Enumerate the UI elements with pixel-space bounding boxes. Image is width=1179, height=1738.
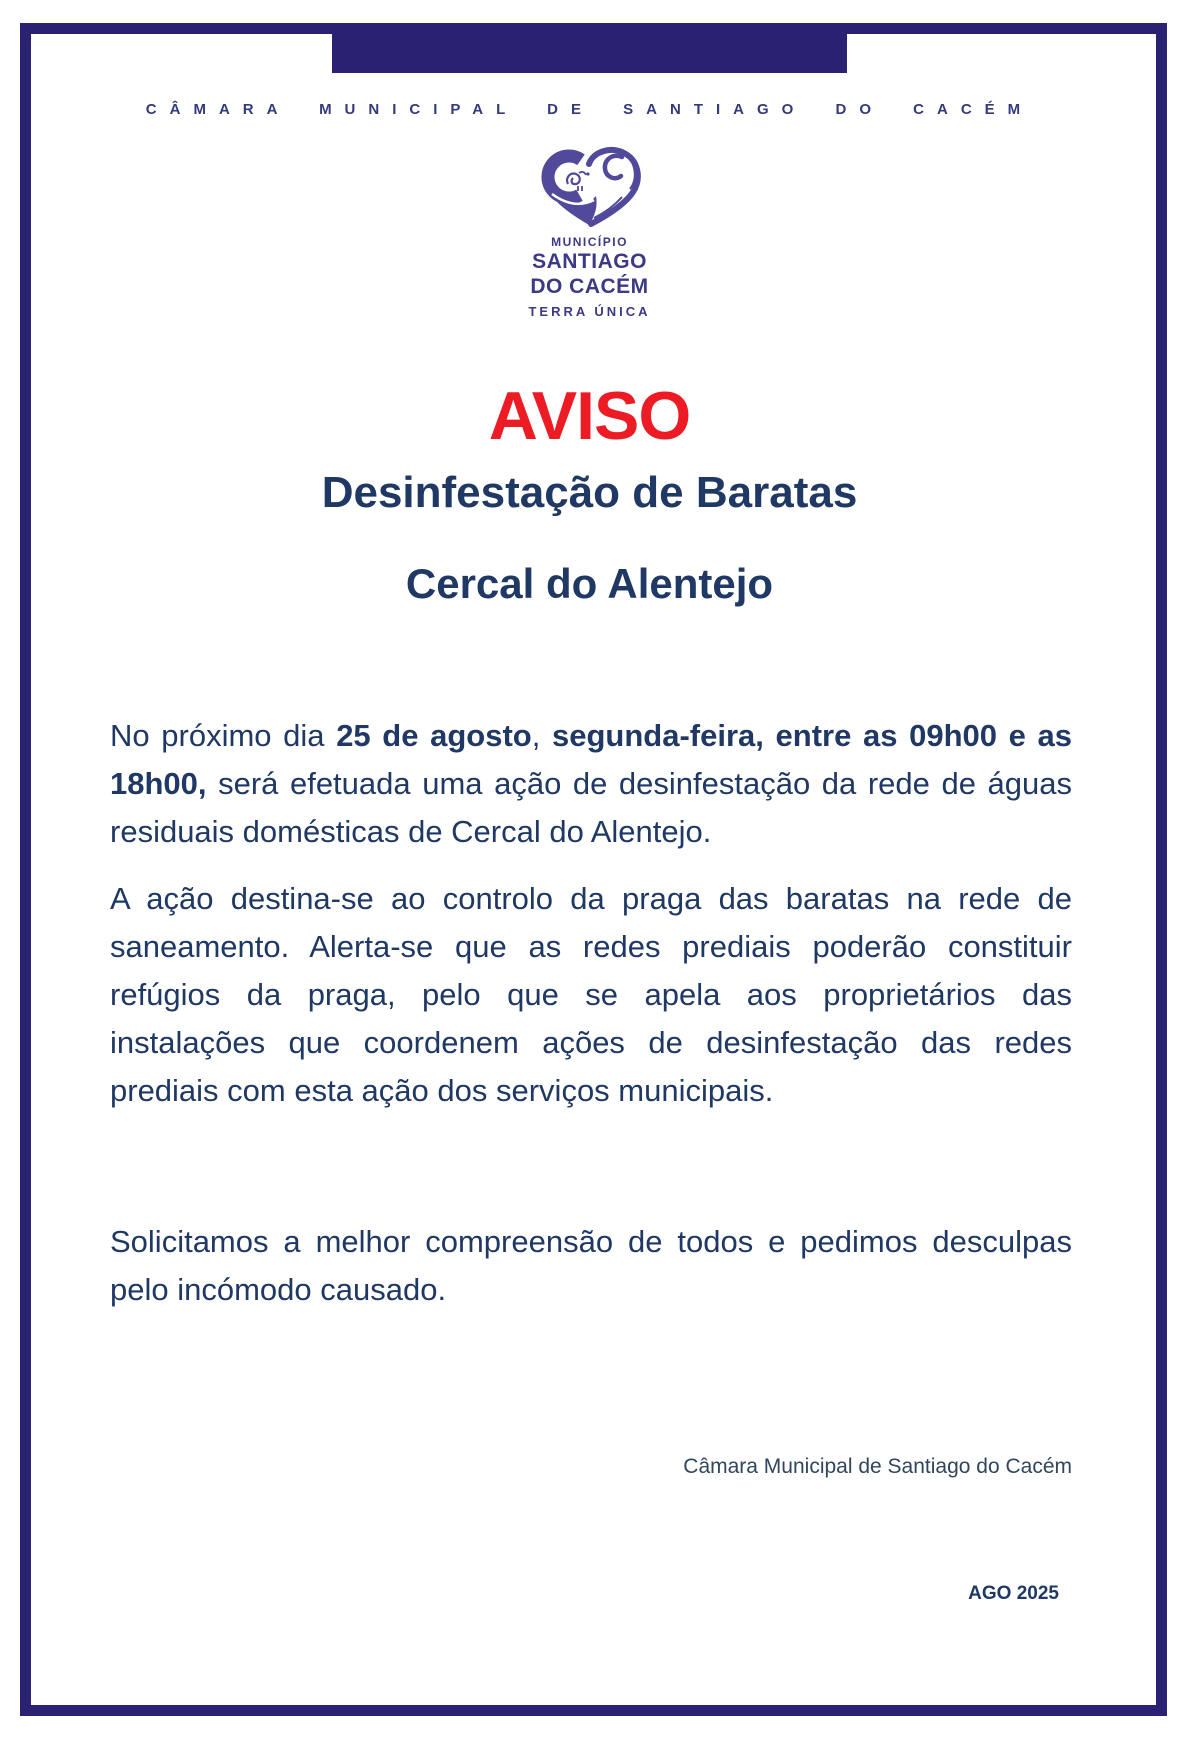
footer-date: AGO 2025 bbox=[968, 1583, 1059, 1604]
body-paragraph bbox=[110, 712, 1072, 856]
body-line: instalações que coordenem ações de desinfestação das redes bbox=[110, 1025, 1072, 1060]
signature-line: Câmara Municipal de Santiago do Cacém bbox=[683, 1455, 1072, 1478]
body-line: Solicitamos a melhor compreensão de todos e pedimos desculpas bbox=[110, 1224, 1072, 1259]
notice-subtitle-location: Cercal do Alentejo bbox=[405, 560, 774, 607]
body-line: prediais com esta ação dos serviços municipais. bbox=[110, 1073, 774, 1108]
body-line: A ação destina-se ao controlo da praga das baratas na rede de bbox=[110, 881, 1072, 916]
municipal-logo bbox=[0, 146, 1179, 318]
logo-tagline: TERRA ÚNICA bbox=[528, 304, 651, 319]
logo-municipio-label: MUNICÍPIO bbox=[551, 235, 628, 249]
body-line: refúgios da praga, pelo que se apela aos proprietários das bbox=[110, 977, 1072, 1012]
body-line: residuais domésticas de Cercal do Alentejo. bbox=[110, 814, 712, 849]
body-paragraph bbox=[110, 1218, 1072, 1314]
body-line: No próximo dia 25 de agosto, segunda-feira, entre as 09h00 e as bbox=[110, 718, 1073, 753]
notice-subtitle-subject: Desinfestação de Baratas bbox=[321, 468, 858, 517]
heart-wave-logo-icon bbox=[538, 146, 642, 228]
logo-name-line2: DO CACÉM bbox=[530, 275, 649, 298]
body-line: saneamento. Alerta-se que as redes prediais poderão constituir bbox=[110, 929, 1072, 964]
body-line: 18h00, será efetuada uma ação de desinfestação da rede de águas bbox=[110, 766, 1072, 801]
body-line: pelo incómodo causado. bbox=[110, 1272, 447, 1307]
notice-body bbox=[110, 712, 1072, 1314]
org-header: CÂMARA MUNICIPAL DE SANTIAGO DO CACÉM bbox=[145, 101, 1034, 118]
logo-name-line1: SANTIAGO bbox=[532, 250, 647, 273]
top-tab-accent bbox=[332, 23, 847, 73]
body-paragraph bbox=[110, 875, 1072, 1115]
notice-title: AVISO bbox=[488, 378, 691, 454]
